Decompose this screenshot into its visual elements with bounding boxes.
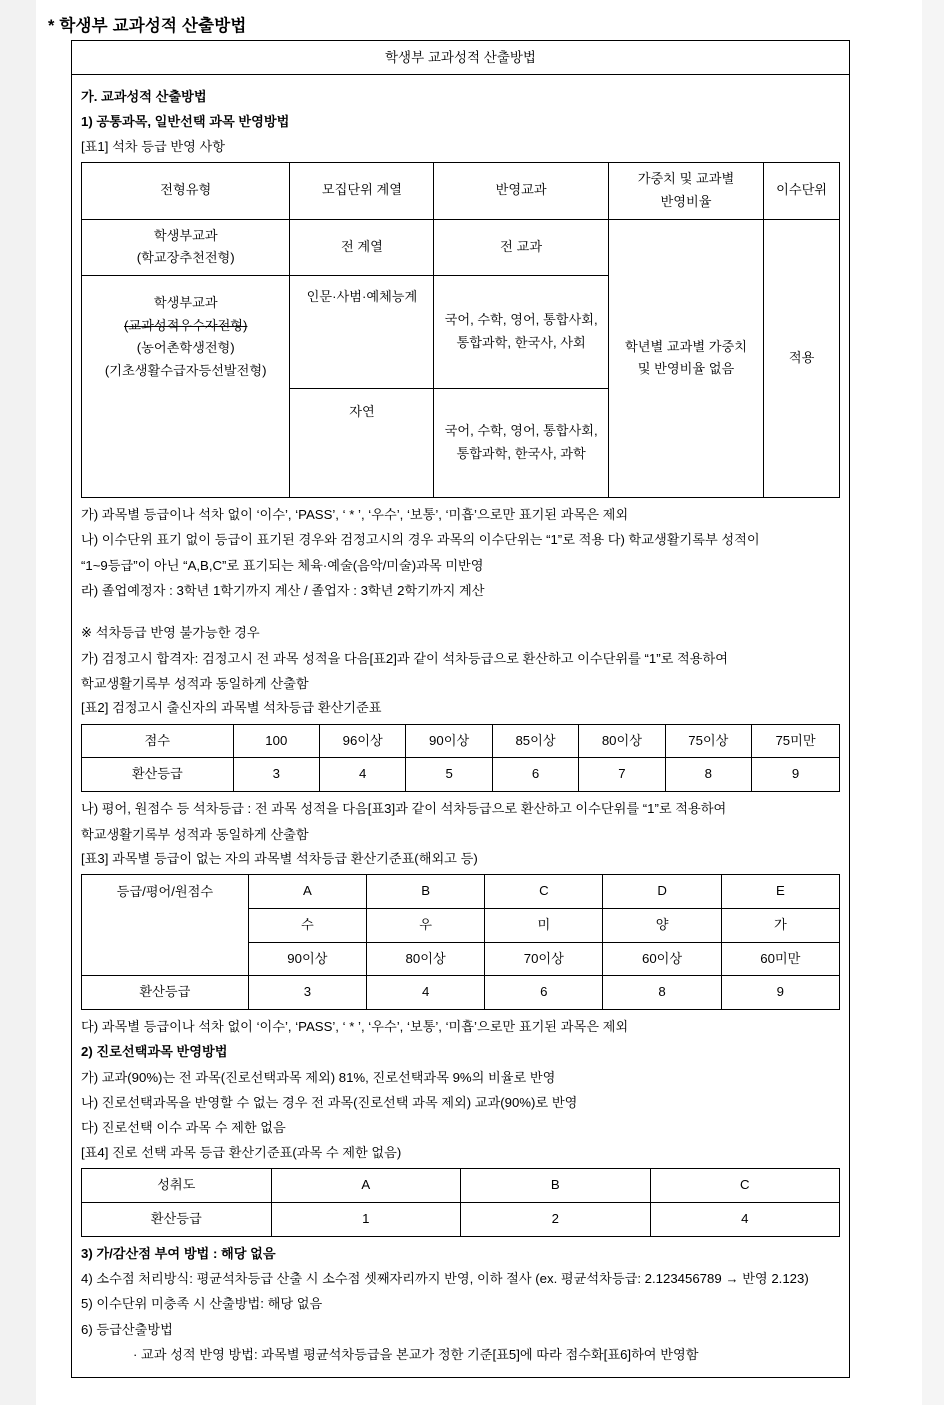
table-career-elective-conversion	[81, 1168, 840, 1236]
t3-grade-cell: 8	[603, 976, 721, 1010]
section2-da: 다) 진로선택 이수 과목 수 제한 없음	[81, 1120, 286, 1136]
section-a-title: 가. 교과성적 산출방법	[81, 89, 207, 104]
footer-item4: 4) 소수점 처리방식: 평균석차등급 산출 시 소수점 셋째자리까지 반영, 이하 절사 (ex. 평균석차등급: 2.123456789 → 반영 2.123)	[81, 1270, 809, 1286]
t3-grade-cell: 4	[367, 976, 485, 1010]
t3-letter-cell: C	[485, 875, 603, 909]
table-row	[82, 1202, 840, 1236]
type-line2-strikethrough: (교과성적우수자전형)	[124, 317, 248, 333]
note1-na-line1: 나) 이수단위 표기 없이 등급이 표기된 경우와 검정고시의 경우 과목의 이수단위는 “1”로 적용 다) 학교생활기록부 성적이	[81, 532, 760, 548]
weight-line2: 및 반영비율 없음	[637, 361, 735, 377]
impossible-header: ※ 석차등급 반영 불가능한 경우	[81, 625, 260, 641]
t2-row-label-grade: 환산등급	[82, 758, 234, 792]
impossible-na-line1: 나) 평어, 원점수 등 석차등급 : 전 과목 성적을 다음[표3]과 같이 석차등급으로 환산하고 이수단위를 “1”로 적용하여	[81, 801, 727, 817]
t2-row-label-score: 점수	[82, 724, 234, 758]
t4-grade-cell: 1	[271, 1202, 461, 1236]
t3-korean-cell: 가	[721, 908, 839, 942]
t4-row-label-achievement: 성취도	[82, 1169, 272, 1203]
t3-korean-cell: 양	[603, 908, 721, 942]
cell-series-all: 전 계열	[290, 219, 434, 275]
t2-score-cell: 90이상	[406, 724, 492, 758]
table-row	[82, 758, 840, 792]
t2-score-cell: 75이상	[665, 724, 751, 758]
main-content-box	[71, 40, 850, 1378]
left-margin-gutter	[0, 0, 36, 1405]
th-recruit-series: 모집단위 계열	[290, 163, 434, 219]
page-title: * 학생부 교과성적 산출방법	[48, 17, 247, 35]
t2-grade-cell: 5	[406, 758, 492, 792]
cell-series-natural: 자연	[290, 388, 434, 497]
t3-row-label-converted-grade: 환산등급	[82, 976, 249, 1010]
t3-grade-cell: 3	[248, 976, 366, 1010]
section2-na: 나) 진로선택과목을 반영할 수 없는 경우 전 과목(진로선택 과목 제외) 교과(90%)로 반영	[81, 1095, 578, 1111]
t4-level-cell: A	[271, 1169, 461, 1203]
t3-korean-cell: 수	[248, 908, 366, 942]
table-overseas-conversion	[81, 874, 840, 1010]
cell-subjects-humanities: 국어, 수학, 영어, 통합사회, 통합과학, 한국사, 사회	[434, 275, 608, 388]
t3-korean-cell: 미	[485, 908, 603, 942]
t3-score-cell: 90이상	[248, 942, 366, 976]
type-line2: (학교장추천전형)	[136, 250, 235, 266]
th-weight-ratio-line1: 가중치 및 교과별	[637, 171, 735, 187]
type-line4: (기초생활수급자등선발전형)	[104, 363, 267, 379]
type-line1: 학생부교과	[153, 294, 218, 310]
cell-series-humanities: 인문·사범·예체능계	[290, 275, 434, 388]
cell-units-applied: 적용	[764, 219, 840, 497]
th-weight-ratio-line2: 반영비율	[660, 193, 712, 209]
table1-label: [표1] 석차 등급 반영 사항	[81, 138, 225, 154]
section-a-sub1: 1) 공통과목, 일반선택 과목 반영방법	[81, 114, 290, 130]
cell-subjects-natural: 국어, 수학, 영어, 통합사회, 통합과학, 한국사, 과학	[434, 388, 608, 497]
t3-letter-cell: A	[248, 875, 366, 909]
t2-score-cell: 80이상	[579, 724, 665, 758]
t3-letter-cell: B	[367, 875, 485, 909]
impossible-da: 다) 과목별 등급이나 석차 없이 ‘이수’, ‘PASS’, ‘ * ’, ‘우수’, ‘보통’, ‘미흡’으로만 표기된 과목은 제외	[81, 1019, 629, 1035]
t2-score-cell: 85이상	[492, 724, 578, 758]
table-ged-conversion	[81, 724, 840, 792]
note1-na-line2: “1~9등급”이 아닌 “A,B,C”로 표기되는 체육·예술(음악/미술)과목 미반영	[81, 557, 484, 573]
th-weight-ratio	[608, 163, 763, 219]
weight-line1: 학년별 교과별 가중치	[624, 338, 747, 354]
t2-grade-cell: 6	[492, 758, 578, 792]
t2-score-cell: 96이상	[320, 724, 406, 758]
t3-korean-cell: 우	[367, 908, 485, 942]
th-credit-units: 이수단위	[764, 163, 840, 219]
t3-score-cell: 60이상	[603, 942, 721, 976]
t4-row-label-converted-grade: 환산등급	[82, 1202, 272, 1236]
table-row	[82, 724, 840, 758]
section2-ga: 가) 교과(90%)는 전 과목(진로선택과목 제외) 81%, 진로선택과목 9%의 비율로 반영	[81, 1069, 556, 1085]
table2-label: [표2] 검정고시 출신자의 과목별 석차등급 환산기준표	[81, 700, 382, 716]
t4-level-cell: B	[461, 1169, 651, 1203]
footer-item5: 5) 이수단위 미충족 시 산출방법: 해당 없음	[81, 1296, 323, 1312]
vertical-spacer	[81, 603, 840, 620]
t3-grade-cell: 9	[721, 976, 839, 1010]
right-margin-gutter	[922, 0, 944, 1405]
t2-grade-cell: 7	[579, 758, 665, 792]
cell-type-subject-excellence	[82, 275, 290, 497]
t3-score-cell: 80이상	[367, 942, 485, 976]
th-reflected-subjects: 반영교과	[434, 163, 608, 219]
table3-label: [표3] 과목별 등급이 없는 자의 과목별 석차등급 환산기준표(해외고 등)	[81, 850, 478, 866]
cell-type-school-recommend	[82, 219, 290, 275]
note1-ga: 가) 과목별 등급이나 석차 없이 ‘이수’, ‘PASS’, ‘ * ’, ‘우수’, ‘보통’, ‘미흡’으로만 표기된 과목은 제외	[81, 506, 629, 522]
table-row	[82, 219, 840, 275]
impossible-na-line2: 학교생활기록부 성적과 동일하게 산출함	[81, 826, 309, 842]
t2-score-cell: 100	[233, 724, 319, 758]
box-body	[72, 75, 849, 1377]
t3-letter-cell: D	[603, 875, 721, 909]
cell-subjects-all: 전 교과	[434, 219, 608, 275]
t3-score-cell: 70이상	[485, 942, 603, 976]
table-admission-reflection	[81, 162, 840, 498]
t4-grade-cell: 4	[650, 1202, 840, 1236]
table4-label: [표4] 진로 선택 과목 등급 환산기준표(과목 수 제한 없음)	[81, 1144, 402, 1160]
table-row	[82, 1169, 840, 1203]
t2-grade-cell: 9	[752, 758, 840, 792]
table-row	[82, 163, 840, 219]
t3-score-cell: 60미만	[721, 942, 839, 976]
footer-item6: 6) 등급산출방법	[81, 1321, 173, 1337]
t2-grade-cell: 8	[665, 758, 751, 792]
t3-row-label-grade-scale: 등급/평어/원점수	[82, 875, 249, 976]
type-line3: (농어촌학생전형)	[136, 340, 235, 356]
t4-grade-cell: 2	[461, 1202, 651, 1236]
t2-score-cell: 75미만	[752, 724, 840, 758]
t3-letter-cell: E	[721, 875, 839, 909]
footer-item3: 3) 가/감산점 부여 방법 : 해당 없음	[81, 1245, 276, 1261]
t3-grade-cell: 6	[485, 976, 603, 1010]
t2-grade-cell: 3	[233, 758, 319, 792]
cell-weight-none	[608, 219, 763, 497]
type-line1: 학생부교과	[153, 227, 218, 243]
impossible-ga-line1: 가) 검정고시 합격자: 검정고시 전 과목 성적을 다음[표2]과 같이 석차등급으로 환산하고 이수단위를 “1”로 적용하여	[81, 650, 728, 666]
t4-level-cell: C	[650, 1169, 840, 1203]
section2-title: 2) 진로선택과목 반영방법	[81, 1044, 228, 1060]
t2-grade-cell: 4	[320, 758, 406, 792]
th-admission-type: 전형유형	[82, 163, 290, 219]
impossible-ga-line2: 학교생활기록부 성적과 동일하게 산출함	[81, 675, 309, 691]
footer-item6-sub: · 교과 성적 반영 방법: 과목별 평균석차등급을 본교가 정한 기준[표5]에 따라 점수화[표6]하여 반영함	[133, 1347, 699, 1362]
note1-ra: 라) 졸업예정자 : 3학년 1학기까지 계산 / 졸업자 : 3학년 2학기까지 계산	[81, 582, 485, 598]
box-title: 학생부 교과성적 산출방법	[72, 41, 849, 75]
table-row	[82, 875, 840, 909]
table-row	[82, 976, 840, 1010]
